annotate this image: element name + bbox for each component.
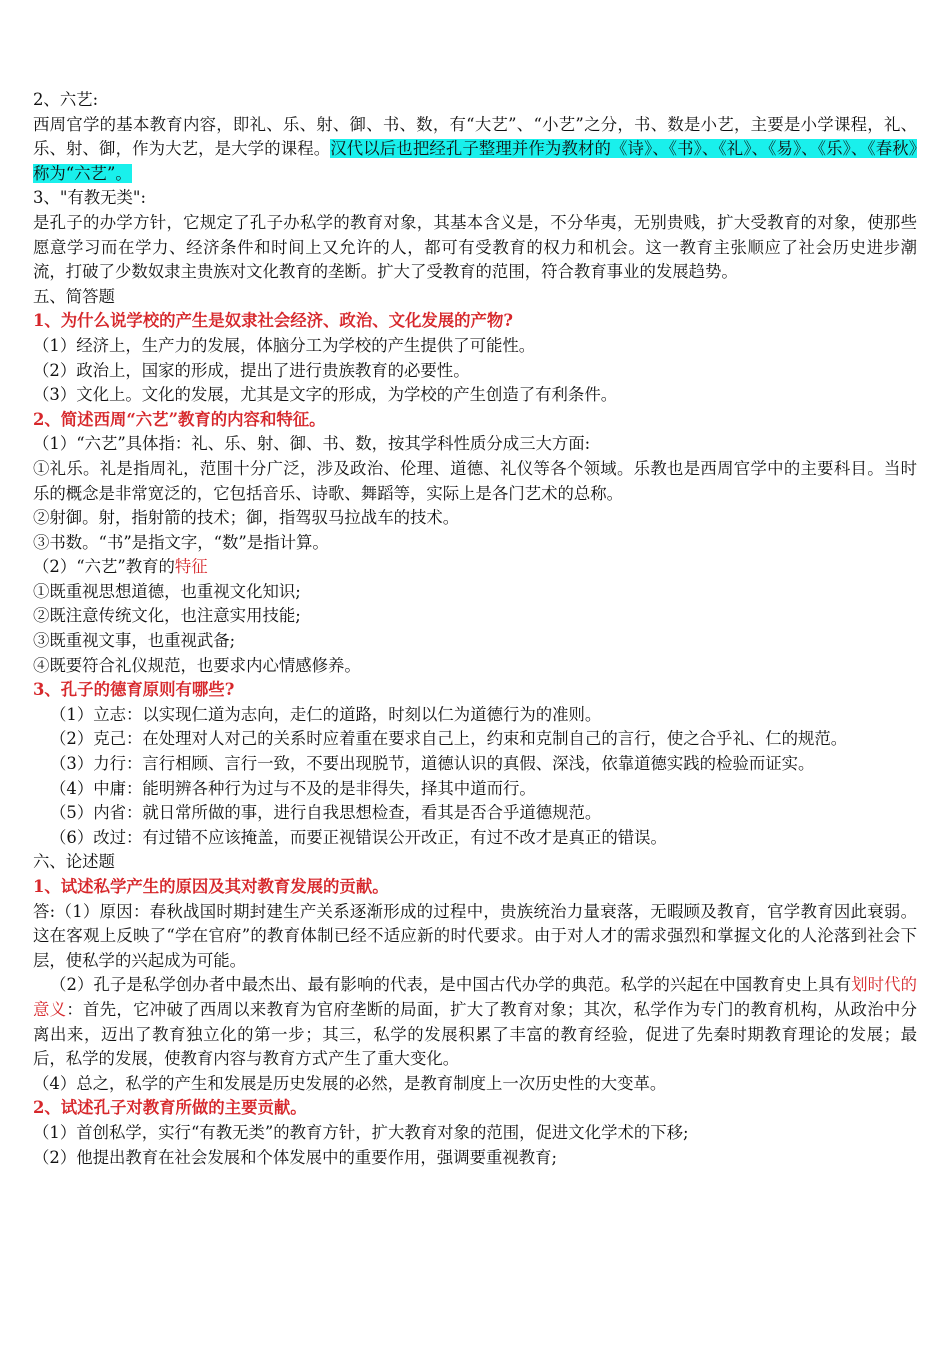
section-heading-youjiaowulei: 3、"有教无类": [33, 188, 146, 208]
paragraph-youjiaowulei: 是孔子的办学方针，它规定了孔子办私学的教育对象，其基本含义是，不分华夷，无别贵贱，扩大受教育的对象，使那些愿意学习而在学力、经济条件和时间上又允许的人，都可有受教育的权力和机会。这一教育主张顺应了社会历史进步潮流，打破了少数奴隶主贵族对文化教育的垄断。扩大了受教育的范围，符合教育事业的发展趋势。 [33, 212, 917, 282]
answer-paragraph: 答:（1）原因：春秋战国时期封建生产关系逐渐形成的过程中，贵族统治力量衰落，无暇顾及教育，官学教育因此衰弱。这在客观上反映了“学在官府”的教育体制已经不适应新的时代要求。由于对人才的需求强烈和掌握文化的人沦落到社会下层，使私学的兴起成为可能。 [33, 901, 917, 970]
answer-line: ④既要符合礼仪规范，也要求内心情感修养。 [33, 655, 361, 675]
answer-line: ①礼乐。礼是指周礼，范围十分广泛，涉及政治、伦理、道德、礼仪等各个领域。乐教也是西周官学中的主要科目。当时乐的概念是非常宽泛的，它包括音乐、诗歌、舞蹈等，实际上是各门艺术的总称。 [33, 458, 917, 503]
answer-line: （4）中庸：能明辨各种行为过与不及的是非得失，择其中道而行。 [50, 778, 536, 798]
question-heading: 3、孔子的德育原则有哪些? [33, 680, 235, 700]
answer-line: （1）“六艺”具体指：礼、乐、射、御、书、数，按其学科性质分成三大方面: [33, 434, 591, 454]
liuyi-body: 西周官学的基本教育内容，即礼、乐、射、御、书、数，有“大艺”、“小艺”之分，书、数是小艺，主要是小学课程，礼、乐、射、御，作为大艺，是大学的课程。 [33, 114, 917, 159]
highlighted-text: 汉代以后也把经孔子整理并作为教材的《诗》、《书》、《礼》、《易》、《乐》、《春秋》称为“六艺”。 [33, 139, 917, 183]
answer-paragraph [33, 973, 917, 1071]
part-title-essay: 六、论述题 [33, 852, 115, 872]
answer-line: （6）改过：有过错不应该掩盖，而要正视错误公开改正，有过不改才是真正的错误。 [50, 827, 667, 847]
answer-line: ③既重视文事，也重视武备; [33, 631, 236, 651]
answer-line: （2）政治上，国家的形成，提出了进行贵族教育的必要性。 [33, 360, 470, 380]
question-heading: 2、简述西周“六艺”教育的内容和特征。 [33, 409, 326, 429]
answer-text: （2）孔子是私学创办者中最杰出、最有影响的代表，是中国古代办学的典范。私学的兴起在中国教育史上具有 [50, 975, 852, 995]
emphasis-text: 划时代的意义 [33, 975, 917, 1019]
section-heading-liuyi: 2、六艺: [33, 90, 99, 109]
answer-paragraph: （4）总之，私学的产生和发展是历史发展的必然，是教育制度上一次历史性的大变革。 [33, 1073, 667, 1093]
answer-line: ②既注意传统文化，也注意实用技能; [33, 606, 301, 626]
answer-line: （2）他提出教育在社会发展和个体发展中的重要作用，强调要重视教育; [33, 1147, 558, 1167]
answer-line: （3）文化上。文化的发展，尤其是文字的形成，为学校的产生创造了有利条件。 [33, 385, 618, 405]
answer-text: ：首先，它冲破了西周以来教育为官府垄断的局面，扩大了教育对象；其次，私学作为专门的教育机构，从政治中分离出来，迈出了教育独立化的第一步；其三，私学的发展积累了丰富的教育经验，促进了先秦时期教育理论的发展；最后，私学的发展，使教育内容与教育方式产生了重大变化。 [33, 999, 918, 1069]
answer-line: ③书数。“书”是指文字，“数”是指计算。 [33, 532, 329, 552]
answer-line: （1）立志：以实现仁道为志向，走仁的道路，时刻以仁为道德行为的准则。 [50, 704, 602, 724]
paragraph-liuyi [33, 113, 917, 187]
answer-line: （1）首创私学，实行“有教无类”的教育方针，扩大教育对象的范围，促进文化学术的下移; [33, 1122, 689, 1142]
answer-line [33, 555, 917, 580]
answer-line: （2）克己：在处理对人对己的关系时应着重在要求自己上，约束和克制自己的言行，使之合乎礼、仁的规范。 [50, 729, 848, 749]
question-heading: 2、试述孔子对教育所做的主要贡献。 [33, 1098, 307, 1118]
question-heading: 1、为什么说学校的产生是奴隶社会经济、政治、文化发展的产物? [33, 311, 513, 331]
answer-line: ①既重视思想道德，也重视文化知识; [33, 581, 301, 601]
answer-line: （3）力行：言行相顾、言行一致，不要出现脱节，道德认识的真假、深浅，依靠道德实践的检验而证实。 [50, 754, 815, 774]
part-title-short-answer: 五、简答题 [33, 286, 115, 306]
feature-prefix: （2）“六艺”教育的 [33, 557, 175, 577]
feature-keyword: 特征 [174, 557, 208, 577]
question-heading: 1、试述私学产生的原因及其对教育发展的贡献。 [33, 877, 389, 896]
answer-line: ②射御。射，指射箭的技术；御，指驾驭马拉战车的技术。 [33, 508, 460, 528]
answer-line: （5）内省：就日常所做的事，进行自我思想检查，看其是否合乎道德规范。 [50, 803, 602, 823]
answer-line: （1）经济上，生产力的发展，体脑分工为学校的产生提供了可能性。 [33, 335, 536, 355]
